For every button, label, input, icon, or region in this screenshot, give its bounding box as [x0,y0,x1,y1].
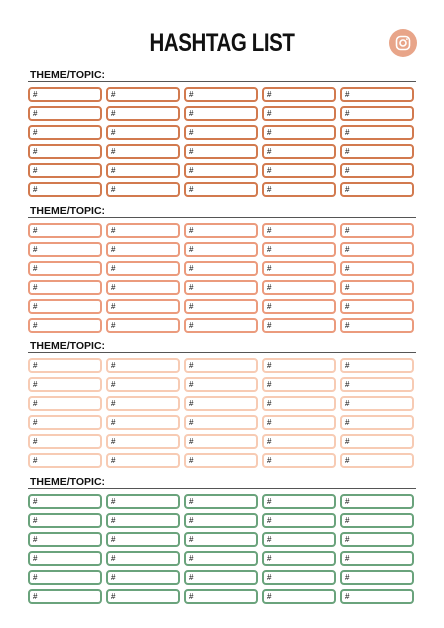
hashtag-prefix: # [111,147,116,156]
hashtag-field[interactable] [184,182,258,197]
section-label: THEME/TOPIC: [30,340,106,352]
hashtag-prefix: # [189,245,194,254]
hashtag-prefix: # [345,418,350,427]
hashtag-prefix: # [267,437,272,446]
hashtag-field[interactable] [106,280,180,295]
hashtag-field[interactable] [262,396,336,411]
hashtag-prefix: # [33,554,38,563]
hashtag-field[interactable] [184,223,258,238]
hashtag-prefix: # [345,321,350,330]
hashtag-prefix: # [267,456,272,465]
hashtag-prefix: # [267,109,272,118]
hashtag-prefix: # [33,226,38,235]
hashtag-prefix: # [111,592,116,601]
hashtag-prefix: # [33,516,38,525]
hashtag-prefix: # [267,554,272,563]
hashtag-field[interactable] [340,125,414,140]
hashtag-prefix: # [267,516,272,525]
hashtag-prefix: # [189,128,194,137]
hashtag-prefix: # [33,128,38,137]
hashtag-field[interactable] [28,87,102,102]
hashtag-prefix: # [267,302,272,311]
section-divider [28,81,416,82]
hashtag-field[interactable] [28,513,102,528]
hashtag-prefix: # [345,185,350,194]
hashtag-field[interactable] [106,415,180,430]
hashtag-field[interactable] [262,415,336,430]
hashtag-prefix: # [267,226,272,235]
hashtag-field[interactable] [184,415,258,430]
hashtag-prefix: # [345,516,350,525]
hashtag-field[interactable] [28,182,102,197]
hashtag-field[interactable] [340,106,414,121]
hashtag-field[interactable] [28,223,102,238]
hashtag-field[interactable] [184,453,258,468]
hashtag-prefix: # [189,166,194,175]
hashtag-field[interactable] [340,513,414,528]
hashtag-field[interactable] [106,589,180,604]
hashtag-prefix: # [111,302,116,311]
hashtag-field[interactable] [28,358,102,373]
hashtag-field[interactable] [340,87,414,102]
hashtag-grid [28,223,416,333]
hashtag-prefix: # [33,497,38,506]
hashtag-field[interactable] [184,144,258,159]
hashtag-field[interactable] [28,280,102,295]
hashtag-prefix: # [33,109,38,118]
hashtag-prefix: # [345,497,350,506]
hashtag-prefix: # [189,399,194,408]
hashtag-prefix: # [111,361,116,370]
hashtag-field[interactable] [184,163,258,178]
hashtag-field[interactable] [184,434,258,449]
hashtag-field[interactable] [106,144,180,159]
hashtag-prefix: # [189,147,194,156]
hashtag-prefix: # [267,321,272,330]
hashtag-prefix: # [267,90,272,99]
hashtag-prefix: # [111,456,116,465]
hashtag-prefix: # [345,245,350,254]
hashtag-field[interactable] [340,242,414,257]
hashtag-field[interactable] [184,358,258,373]
hashtag-prefix: # [345,380,350,389]
hashtag-field[interactable] [340,358,414,373]
hashtag-prefix: # [267,592,272,601]
hashtag-field[interactable] [340,182,414,197]
hashtag-prefix: # [111,399,116,408]
hashtag-prefix: # [189,535,194,544]
hashtag-field[interactable] [262,494,336,509]
hashtag-prefix: # [111,283,116,292]
hashtag-field[interactable] [106,299,180,314]
hashtag-field[interactable] [262,377,336,392]
hashtag-field[interactable] [28,125,102,140]
hashtag-prefix: # [345,283,350,292]
hashtag-prefix: # [33,147,38,156]
hashtag-field[interactable] [262,261,336,276]
hashtag-prefix: # [33,264,38,273]
hashtag-prefix: # [267,535,272,544]
hashtag-prefix: # [267,128,272,137]
hashtag-prefix: # [111,185,116,194]
hashtag-prefix: # [267,166,272,175]
hashtag-field[interactable] [106,87,180,102]
hashtag-grid [28,87,416,197]
hashtag-field[interactable] [262,570,336,585]
hashtag-field[interactable] [262,513,336,528]
hashtag-prefix: # [111,226,116,235]
hashtag-prefix: # [267,497,272,506]
hashtag-field[interactable] [184,299,258,314]
hashtag-prefix: # [345,361,350,370]
hashtag-field[interactable] [106,396,180,411]
hashtag-field[interactable] [106,358,180,373]
hashtag-field[interactable] [262,125,336,140]
hashtag-prefix: # [111,516,116,525]
hashtag-field[interactable] [340,223,414,238]
hashtag-field[interactable] [262,87,336,102]
hashtag-field[interactable] [340,453,414,468]
hashtag-prefix: # [267,245,272,254]
hashtag-field[interactable] [184,106,258,121]
hashtag-prefix: # [189,185,194,194]
hashtag-field[interactable] [262,358,336,373]
hashtag-field[interactable] [262,589,336,604]
hashtag-prefix: # [345,147,350,156]
hashtag-prefix: # [189,283,194,292]
hashtag-prefix: # [267,147,272,156]
hashtag-prefix: # [189,380,194,389]
hashtag-prefix: # [189,302,194,311]
hashtag-field[interactable] [28,434,102,449]
hashtag-prefix: # [345,166,350,175]
hashtag-field[interactable] [28,242,102,257]
hashtag-field[interactable] [262,532,336,547]
hashtag-field[interactable] [28,570,102,585]
section-label: THEME/TOPIC: [30,69,106,81]
hashtag-prefix: # [267,264,272,273]
hashtag-prefix: # [33,245,38,254]
hashtag-field[interactable] [28,144,102,159]
hashtag-prefix: # [189,361,194,370]
hashtag-prefix: # [189,321,194,330]
hashtag-field[interactable] [184,280,258,295]
hashtag-field[interactable] [106,318,180,333]
hashtag-field[interactable] [184,125,258,140]
hashtag-field[interactable] [184,377,258,392]
hashtag-field[interactable] [184,532,258,547]
hashtag-prefix: # [267,573,272,582]
hashtag-prefix: # [267,418,272,427]
hashtag-prefix: # [345,573,350,582]
hashtag-field[interactable] [340,377,414,392]
hashtag-prefix: # [189,573,194,582]
hashtag-field[interactable] [106,223,180,238]
hashtag-field[interactable] [106,261,180,276]
hashtag-field[interactable] [106,106,180,121]
hashtag-field[interactable] [340,570,414,585]
hashtag-prefix: # [33,185,38,194]
hashtag-prefix: # [267,361,272,370]
hashtag-prefix: # [33,166,38,175]
hashtag-field[interactable] [184,261,258,276]
hashtag-field[interactable] [262,223,336,238]
hashtag-prefix: # [345,302,350,311]
hashtag-prefix: # [345,437,350,446]
hashtag-field[interactable] [184,87,258,102]
hashtag-prefix: # [33,302,38,311]
section-divider [28,352,416,353]
hashtag-field[interactable] [340,434,414,449]
hashtag-field[interactable] [106,242,180,257]
hashtag-prefix: # [345,128,350,137]
hashtag-prefix: # [189,264,194,273]
hashtag-field[interactable] [262,453,336,468]
hashtag-field[interactable] [340,589,414,604]
hashtag-field[interactable] [184,494,258,509]
hashtag-field[interactable] [262,144,336,159]
hashtag-prefix: # [111,109,116,118]
hashtag-prefix: # [111,437,116,446]
hashtag-field[interactable] [28,453,102,468]
hashtag-prefix: # [267,399,272,408]
hashtag-prefix: # [33,418,38,427]
hashtag-prefix: # [33,380,38,389]
hashtag-field[interactable] [28,589,102,604]
hashtag-prefix: # [33,592,38,601]
hashtag-field[interactable] [106,513,180,528]
hashtag-prefix: # [111,418,116,427]
hashtag-grid [28,358,416,468]
hashtag-field[interactable] [184,570,258,585]
hashtag-prefix: # [189,497,194,506]
hashtag-field[interactable] [184,318,258,333]
hashtag-prefix: # [345,226,350,235]
hashtag-prefix: # [33,283,38,292]
hashtag-field[interactable] [106,182,180,197]
hashtag-field[interactable] [28,494,102,509]
hashtag-prefix: # [267,380,272,389]
hashtag-field[interactable] [106,532,180,547]
hashtag-field[interactable] [340,261,414,276]
hashtag-prefix: # [345,90,350,99]
hashtag-field[interactable] [262,551,336,566]
page-title: HASHTAG LIST [149,29,295,57]
hashtag-field[interactable] [106,125,180,140]
hashtag-field[interactable] [106,453,180,468]
hashtag-field[interactable] [340,532,414,547]
hashtag-prefix: # [33,535,38,544]
hashtag-prefix: # [111,245,116,254]
hashtag-field[interactable] [28,396,102,411]
hashtag-prefix: # [345,264,350,273]
hashtag-prefix: # [189,90,194,99]
hashtag-prefix: # [33,437,38,446]
hashtag-prefix: # [111,264,116,273]
hashtag-prefix: # [33,90,38,99]
hashtag-field[interactable] [28,106,102,121]
hashtag-field[interactable] [28,532,102,547]
hashtag-field[interactable] [262,242,336,257]
hashtag-field[interactable] [262,280,336,295]
hashtag-prefix: # [345,554,350,563]
hashtag-prefix: # [189,456,194,465]
hashtag-prefix: # [189,418,194,427]
hashtag-field[interactable] [184,589,258,604]
hashtag-prefix: # [189,592,194,601]
hashtag-prefix: # [111,380,116,389]
hashtag-field[interactable] [262,163,336,178]
hashtag-field[interactable] [106,377,180,392]
hashtag-field[interactable] [262,182,336,197]
hashtag-prefix: # [189,437,194,446]
hashtag-prefix: # [189,226,194,235]
hashtag-field[interactable] [184,396,258,411]
hashtag-grid [28,494,416,604]
section-divider [28,488,416,489]
hashtag-prefix: # [189,516,194,525]
hashtag-field[interactable] [340,551,414,566]
hashtag-field[interactable] [340,396,414,411]
hashtag-prefix: # [111,554,116,563]
hashtag-field[interactable] [184,551,258,566]
hashtag-prefix: # [33,456,38,465]
hashtag-field[interactable] [184,242,258,257]
instagram-icon [395,35,411,51]
hashtag-field[interactable] [106,494,180,509]
hashtag-prefix: # [345,109,350,118]
hashtag-prefix: # [189,554,194,563]
hashtag-field[interactable] [106,434,180,449]
hashtag-field[interactable] [184,513,258,528]
hashtag-field[interactable] [28,318,102,333]
hashtag-prefix: # [111,90,116,99]
hashtag-prefix: # [267,283,272,292]
hashtag-prefix: # [345,399,350,408]
section-divider [28,217,416,218]
instagram-badge [389,29,417,57]
hashtag-field[interactable] [262,434,336,449]
hashtag-field[interactable] [28,163,102,178]
hashtag-prefix: # [111,321,116,330]
hashtag-field[interactable] [28,377,102,392]
hashtag-field[interactable] [340,280,414,295]
hashtag-field[interactable] [262,299,336,314]
hashtag-field[interactable] [340,163,414,178]
hashtag-prefix: # [267,185,272,194]
hashtag-field[interactable] [340,494,414,509]
hashtag-prefix: # [345,456,350,465]
hashtag-prefix: # [345,535,350,544]
hashtag-field[interactable] [340,318,414,333]
hashtag-field[interactable] [106,163,180,178]
hashtag-prefix: # [33,573,38,582]
hashtag-prefix: # [345,592,350,601]
hashtag-prefix: # [111,573,116,582]
hashtag-prefix: # [111,535,116,544]
section-label: THEME/TOPIC: [30,476,106,488]
hashtag-prefix: # [33,361,38,370]
hashtag-field[interactable] [340,299,414,314]
hashtag-field[interactable] [262,318,336,333]
hashtag-prefix: # [189,109,194,118]
hashtag-field[interactable] [340,144,414,159]
hashtag-field[interactable] [340,415,414,430]
section-label: THEME/TOPIC: [30,205,106,217]
hashtag-field[interactable] [106,570,180,585]
hashtag-prefix: # [111,128,116,137]
hashtag-prefix: # [111,166,116,175]
hashtag-prefix: # [33,399,38,408]
hashtag-field[interactable] [28,261,102,276]
hashtag-field[interactable] [262,106,336,121]
hashtag-field[interactable] [28,415,102,430]
hashtag-prefix: # [111,497,116,506]
hashtag-field[interactable] [28,551,102,566]
hashtag-field[interactable] [106,551,180,566]
hashtag-prefix: # [33,321,38,330]
hashtag-field[interactable] [28,299,102,314]
